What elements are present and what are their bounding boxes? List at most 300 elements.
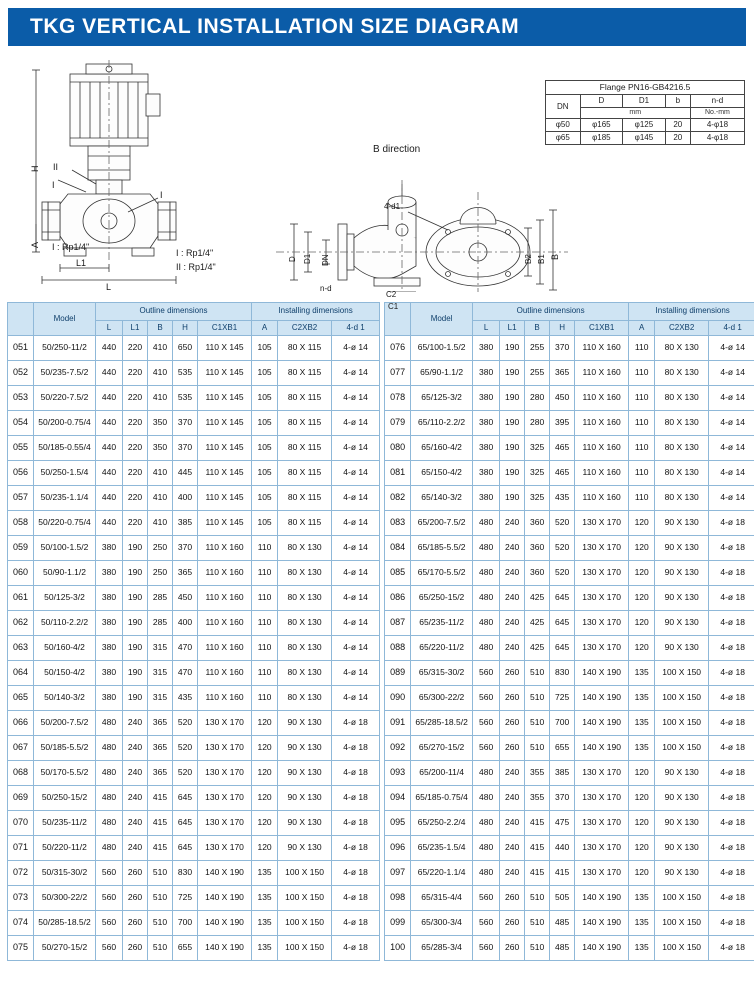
row-c1b1: 110 X 160: [575, 486, 629, 511]
row-l: 560: [473, 736, 500, 761]
row-model: 50/220-7.5/2: [34, 386, 96, 411]
row-b: 510: [148, 911, 173, 936]
row-b: 415: [525, 836, 550, 861]
label-b1-dimension: B1: [537, 254, 546, 264]
row-c1b1: 130 X 170: [575, 636, 629, 661]
row-l: 560: [96, 936, 123, 961]
row-c1b1: 110 X 160: [575, 461, 629, 486]
row-no: 065: [8, 686, 34, 711]
table-row: [8, 836, 380, 861]
row-a: 105: [252, 361, 278, 386]
row-4d1: 4-ø 14: [332, 486, 380, 511]
row-l1: 240: [500, 861, 525, 886]
row-l: 560: [473, 936, 500, 961]
row-a: 105: [252, 486, 278, 511]
row-a: 120: [252, 736, 278, 761]
row-l1: 190: [123, 636, 148, 661]
row-b: 285: [148, 586, 173, 611]
row-c1b1: 140 X 190: [575, 661, 629, 686]
row-a: 135: [252, 886, 278, 911]
row-c1b1: 110 X 145: [198, 336, 252, 361]
row-model: 65/150-4/2: [411, 461, 473, 486]
row-model: 50/235-1.1/4: [34, 486, 96, 511]
row-no: 091: [385, 711, 411, 736]
row-l1: 240: [500, 536, 525, 561]
row-c2b2: 90 X 130: [655, 811, 709, 836]
row-c1b1: 140 X 190: [575, 886, 629, 911]
row-4d1: 4-ø 14: [332, 536, 380, 561]
row-h: 370: [173, 536, 198, 561]
row-c2b2: 80 X 130: [278, 611, 332, 636]
row-h: 445: [173, 461, 198, 486]
table-row: [385, 336, 754, 361]
row-no: 051: [8, 336, 34, 361]
row-l1: 240: [500, 836, 525, 861]
row-a: 105: [252, 511, 278, 536]
row-l: 440: [96, 436, 123, 461]
row-c1b1: 110 X 145: [198, 361, 252, 386]
row-4d1: 4-ø 14: [709, 436, 754, 461]
row-model: 65/220-11/2: [411, 636, 473, 661]
row-a: 110: [629, 361, 655, 386]
row-a: 105: [252, 411, 278, 436]
page-header: [8, 8, 746, 46]
row-l: 380: [96, 611, 123, 636]
row-h: 520: [550, 511, 575, 536]
row-l: 380: [96, 686, 123, 711]
flange-col-b: b: [665, 94, 690, 107]
row-c2b2: 80 X 130: [655, 411, 709, 436]
row-4d1: 4-ø 18: [709, 536, 754, 561]
row-l: 480: [96, 711, 123, 736]
row-l1: 190: [500, 461, 525, 486]
row-4d1: 4-ø 18: [332, 836, 380, 861]
row-a: 135: [629, 736, 655, 761]
row-c2b2: 80 X 130: [655, 361, 709, 386]
row-model: 50/140-3/2: [34, 686, 96, 711]
flange-unit-mm: mm: [580, 107, 690, 119]
table-row: [8, 711, 380, 736]
col-no: [8, 303, 34, 336]
row-c2b2: 90 X 130: [655, 786, 709, 811]
row-c2b2: 80 X 130: [278, 561, 332, 586]
flange-nd-value: 4-φ18: [690, 132, 744, 145]
row-h: 520: [550, 561, 575, 586]
row-b: 415: [525, 861, 550, 886]
row-c2b2: 80 X 115: [278, 411, 332, 436]
row-4d1: 4-ø 14: [332, 636, 380, 661]
row-h: 465: [550, 436, 575, 461]
row-c1b1: 140 X 190: [575, 936, 629, 961]
flange-col-dn: DN: [546, 94, 581, 119]
row-b: 255: [525, 361, 550, 386]
row-no: 067: [8, 736, 34, 761]
row-a: 135: [252, 911, 278, 936]
col-l: L: [473, 321, 500, 336]
row-model: 65/270-15/2: [411, 736, 473, 761]
row-4d1: 4-ø 14: [709, 486, 754, 511]
row-model: 65/160-4/2: [411, 436, 473, 461]
row-c2b2: 90 X 130: [655, 861, 709, 886]
row-4d1: 4-ø 18: [709, 561, 754, 586]
row-c1b1: 130 X 170: [198, 711, 252, 736]
row-b: 325: [525, 486, 550, 511]
row-l: 380: [473, 336, 500, 361]
row-no: 069: [8, 786, 34, 811]
row-b: 355: [525, 786, 550, 811]
row-h: 520: [550, 536, 575, 561]
row-l1: 240: [500, 636, 525, 661]
row-no: 084: [385, 536, 411, 561]
table-row: [8, 761, 380, 786]
row-no: 099: [385, 911, 411, 936]
row-b: 255: [525, 336, 550, 361]
row-no: 098: [385, 886, 411, 911]
row-b: 280: [525, 386, 550, 411]
table-row: [8, 636, 380, 661]
col-model: Model: [411, 303, 473, 336]
row-c1b1: 110 X 160: [575, 386, 629, 411]
row-b: 410: [148, 461, 173, 486]
row-no: 055: [8, 436, 34, 461]
table-row: [385, 511, 754, 536]
row-a: 105: [252, 461, 278, 486]
row-4d1: 4-ø 18: [709, 636, 754, 661]
row-c2b2: 100 X 150: [655, 686, 709, 711]
row-l: 380: [473, 361, 500, 386]
row-c2b2: 90 X 130: [278, 736, 332, 761]
label-c2-dimension: C2: [386, 290, 397, 299]
row-b: 350: [148, 436, 173, 461]
row-b: 415: [525, 811, 550, 836]
row-model: 65/285-18.5/2: [411, 711, 473, 736]
row-b: 425: [525, 586, 550, 611]
row-h: 470: [173, 661, 198, 686]
row-c2b2: 80 X 130: [655, 336, 709, 361]
row-model: 50/235-11/2: [34, 811, 96, 836]
row-no: 053: [8, 386, 34, 411]
row-h: 535: [173, 361, 198, 386]
row-l1: 240: [500, 786, 525, 811]
row-a: 110: [629, 386, 655, 411]
row-b: 280: [525, 411, 550, 436]
row-c1b1: 130 X 170: [575, 836, 629, 861]
row-c1b1: 130 X 170: [575, 761, 629, 786]
row-a: 110: [629, 486, 655, 511]
row-b: 355: [525, 761, 550, 786]
table-row: [385, 536, 754, 561]
spec-table-left: [7, 302, 380, 961]
row-c2b2: 80 X 130: [278, 686, 332, 711]
col-b: B: [148, 321, 173, 336]
row-h: 370: [550, 336, 575, 361]
row-h: 435: [173, 686, 198, 711]
row-model: 50/100-1.5/2: [34, 536, 96, 561]
row-b: 285: [148, 611, 173, 636]
row-c1b1: 130 X 170: [575, 811, 629, 836]
row-4d1: 4-ø 14: [332, 386, 380, 411]
row-no: 061: [8, 586, 34, 611]
row-4d1: 4-ø 18: [709, 661, 754, 686]
row-l: 380: [473, 486, 500, 511]
row-l: 480: [473, 561, 500, 586]
row-a: 110: [629, 411, 655, 436]
row-l1: 220: [123, 436, 148, 461]
row-4d1: 4-ø 14: [332, 686, 380, 711]
row-h: 470: [173, 636, 198, 661]
row-l: 440: [96, 486, 123, 511]
row-no: 083: [385, 511, 411, 536]
row-l1: 240: [500, 611, 525, 636]
row-no: 056: [8, 461, 34, 486]
row-model: 50/150-4/2: [34, 661, 96, 686]
row-h: 400: [173, 486, 198, 511]
col-model: Model: [34, 303, 96, 336]
row-c2b2: 90 X 130: [655, 761, 709, 786]
row-c2b2: 90 X 130: [655, 836, 709, 861]
row-4d1: 4-ø 14: [332, 511, 380, 536]
row-h: 395: [550, 411, 575, 436]
row-h: 830: [550, 661, 575, 686]
row-c2b2: 100 X 150: [655, 936, 709, 961]
row-a: 110: [252, 636, 278, 661]
row-l1: 260: [123, 936, 148, 961]
row-a: 120: [629, 836, 655, 861]
table-row: [8, 611, 380, 636]
row-l1: 190: [123, 686, 148, 711]
row-c2b2: 80 X 115: [278, 511, 332, 536]
row-c1b1: 110 X 160: [198, 686, 252, 711]
row-c2b2: 80 X 130: [278, 661, 332, 686]
row-c2b2: 100 X 150: [278, 911, 332, 936]
col-h: H: [173, 321, 198, 336]
row-a: 135: [629, 711, 655, 736]
row-l1: 190: [123, 561, 148, 586]
spec-table-left-body: [8, 336, 380, 961]
flange-row: [546, 119, 745, 132]
flange-dn-value: φ50: [546, 119, 581, 132]
row-c2b2: 80 X 115: [278, 486, 332, 511]
row-no: 057: [8, 486, 34, 511]
row-no: 085: [385, 561, 411, 586]
row-no: 052: [8, 361, 34, 386]
row-l1: 220: [123, 386, 148, 411]
row-c2b2: 90 X 130: [655, 561, 709, 586]
label-note-ii-text: II : Rp1/4": [176, 262, 216, 272]
row-a: 120: [629, 861, 655, 886]
table-row: [8, 411, 380, 436]
row-model: 65/285-3/4: [411, 936, 473, 961]
col-b: B: [525, 321, 550, 336]
row-model: 50/270-15/2: [34, 936, 96, 961]
col-l1: L1: [500, 321, 525, 336]
row-no: 087: [385, 611, 411, 636]
row-c2b2: 80 X 115: [278, 436, 332, 461]
row-l: 560: [473, 686, 500, 711]
row-h: 645: [173, 811, 198, 836]
table-row: [8, 736, 380, 761]
row-no: 058: [8, 511, 34, 536]
row-b: 315: [148, 686, 173, 711]
flange-unit-no-mm: No.-mm: [690, 107, 744, 119]
row-b: 250: [148, 561, 173, 586]
label-dn-dimension: DN: [321, 254, 330, 266]
row-c1b1: 130 X 170: [198, 811, 252, 836]
col-group-installing: Installing dimensions: [252, 303, 380, 321]
row-h: 655: [550, 736, 575, 761]
row-c1b1: 130 X 170: [198, 786, 252, 811]
col-a: A: [252, 321, 278, 336]
row-l: 480: [96, 836, 123, 861]
row-no: 095: [385, 811, 411, 836]
row-l: 560: [473, 661, 500, 686]
row-b: 365: [148, 736, 173, 761]
row-l1: 220: [123, 511, 148, 536]
row-c2b2: 80 X 130: [278, 636, 332, 661]
row-c1b1: 110 X 145: [198, 511, 252, 536]
row-l: 380: [473, 411, 500, 436]
row-c1b1: 140 X 190: [198, 911, 252, 936]
row-c2b2: 90 X 130: [278, 786, 332, 811]
table-row: [8, 586, 380, 611]
col-c2b2: C2XB2: [655, 321, 709, 336]
label-note-i-text: I : Rp1/4": [176, 248, 214, 258]
row-c1b1: 110 X 160: [575, 336, 629, 361]
row-l1: 190: [500, 361, 525, 386]
row-no: 093: [385, 761, 411, 786]
row-no: 063: [8, 636, 34, 661]
row-model: 50/220-0.75/4: [34, 511, 96, 536]
row-a: 110: [252, 536, 278, 561]
row-b: 510: [525, 736, 550, 761]
row-4d1: 4-ø 18: [332, 811, 380, 836]
row-b: 360: [525, 536, 550, 561]
row-l1: 190: [500, 486, 525, 511]
row-h: 645: [550, 636, 575, 661]
row-a: 110: [252, 611, 278, 636]
row-l1: 190: [500, 336, 525, 361]
row-l: 480: [96, 761, 123, 786]
row-c2b2: 90 X 130: [655, 511, 709, 536]
row-b: 510: [525, 661, 550, 686]
flange-col-d1: D1: [623, 94, 666, 107]
row-model: 50/250-11/2: [34, 336, 96, 361]
row-4d1: 4-ø 14: [709, 361, 754, 386]
row-4d1: 4-ø 14: [332, 461, 380, 486]
table-row: [8, 936, 380, 961]
row-l1: 240: [123, 786, 148, 811]
row-c2b2: 90 X 130: [278, 836, 332, 861]
row-4d1: 4-ø 18: [332, 761, 380, 786]
row-c1b1: 130 X 170: [198, 736, 252, 761]
row-b: 410: [148, 511, 173, 536]
row-no: 090: [385, 686, 411, 711]
row-b: 250: [148, 536, 173, 561]
label-l1-dimension: L1: [76, 258, 87, 268]
flange-b-value: 20: [665, 119, 690, 132]
row-b: 315: [148, 661, 173, 686]
row-4d1: 4-ø 18: [709, 736, 754, 761]
row-c1b1: 110 X 160: [198, 536, 252, 561]
row-h: 520: [173, 761, 198, 786]
row-no: 068: [8, 761, 34, 786]
row-4d1: 4-ø 18: [709, 611, 754, 636]
label-roman-i: I: [52, 180, 55, 190]
row-c1b1: 140 X 190: [575, 711, 629, 736]
row-no: 073: [8, 886, 34, 911]
row-h: 645: [173, 786, 198, 811]
table-row: [385, 361, 754, 386]
row-h: 700: [173, 911, 198, 936]
row-l: 380: [96, 536, 123, 561]
row-l: 480: [473, 611, 500, 636]
row-l: 440: [96, 411, 123, 436]
row-c2b2: 90 X 130: [278, 811, 332, 836]
row-4d1: 4-ø 14: [332, 661, 380, 686]
row-c2b2: 100 X 150: [655, 911, 709, 936]
table-row: [8, 436, 380, 461]
row-no: 092: [385, 736, 411, 761]
row-l1: 240: [500, 561, 525, 586]
row-no: 078: [385, 386, 411, 411]
table-row: [8, 911, 380, 936]
row-b: 510: [525, 911, 550, 936]
table-row: [385, 686, 754, 711]
table-row: [385, 736, 754, 761]
row-no: 072: [8, 861, 34, 886]
row-h: 450: [173, 586, 198, 611]
row-l1: 260: [500, 911, 525, 936]
row-no: 062: [8, 611, 34, 636]
row-b: 365: [148, 711, 173, 736]
row-a: 120: [252, 711, 278, 736]
row-model: 65/250-2.2/4: [411, 811, 473, 836]
row-4d1: 4-ø 18: [709, 761, 754, 786]
row-l: 440: [96, 361, 123, 386]
row-b: 510: [525, 936, 550, 961]
row-h: 520: [173, 711, 198, 736]
col-l: L: [96, 321, 123, 336]
row-4d1: 4-ø 18: [332, 911, 380, 936]
row-4d1: 4-ø 18: [709, 886, 754, 911]
row-l: 440: [96, 511, 123, 536]
row-l: 480: [473, 836, 500, 861]
row-model: 50/110-2.2/2: [34, 611, 96, 636]
row-h: 485: [550, 936, 575, 961]
row-b: 325: [525, 436, 550, 461]
row-b: 410: [148, 336, 173, 361]
row-l1: 240: [123, 711, 148, 736]
row-b: 360: [525, 561, 550, 586]
row-model: 50/160-4/2: [34, 636, 96, 661]
row-c2b2: 80 X 130: [655, 436, 709, 461]
row-b: 425: [525, 636, 550, 661]
row-l1: 220: [123, 411, 148, 436]
row-a: 135: [252, 861, 278, 886]
flange-d1-value: φ125: [623, 119, 666, 132]
row-model: 65/185-0.75/4: [411, 786, 473, 811]
row-l: 480: [96, 736, 123, 761]
row-b: 415: [148, 786, 173, 811]
row-b: 510: [525, 886, 550, 911]
row-a: 120: [629, 561, 655, 586]
row-l: 480: [473, 586, 500, 611]
col-h: H: [550, 321, 575, 336]
row-no: 060: [8, 561, 34, 586]
row-h: 505: [550, 886, 575, 911]
flange-d1-value: φ145: [623, 132, 666, 145]
row-no: 066: [8, 711, 34, 736]
